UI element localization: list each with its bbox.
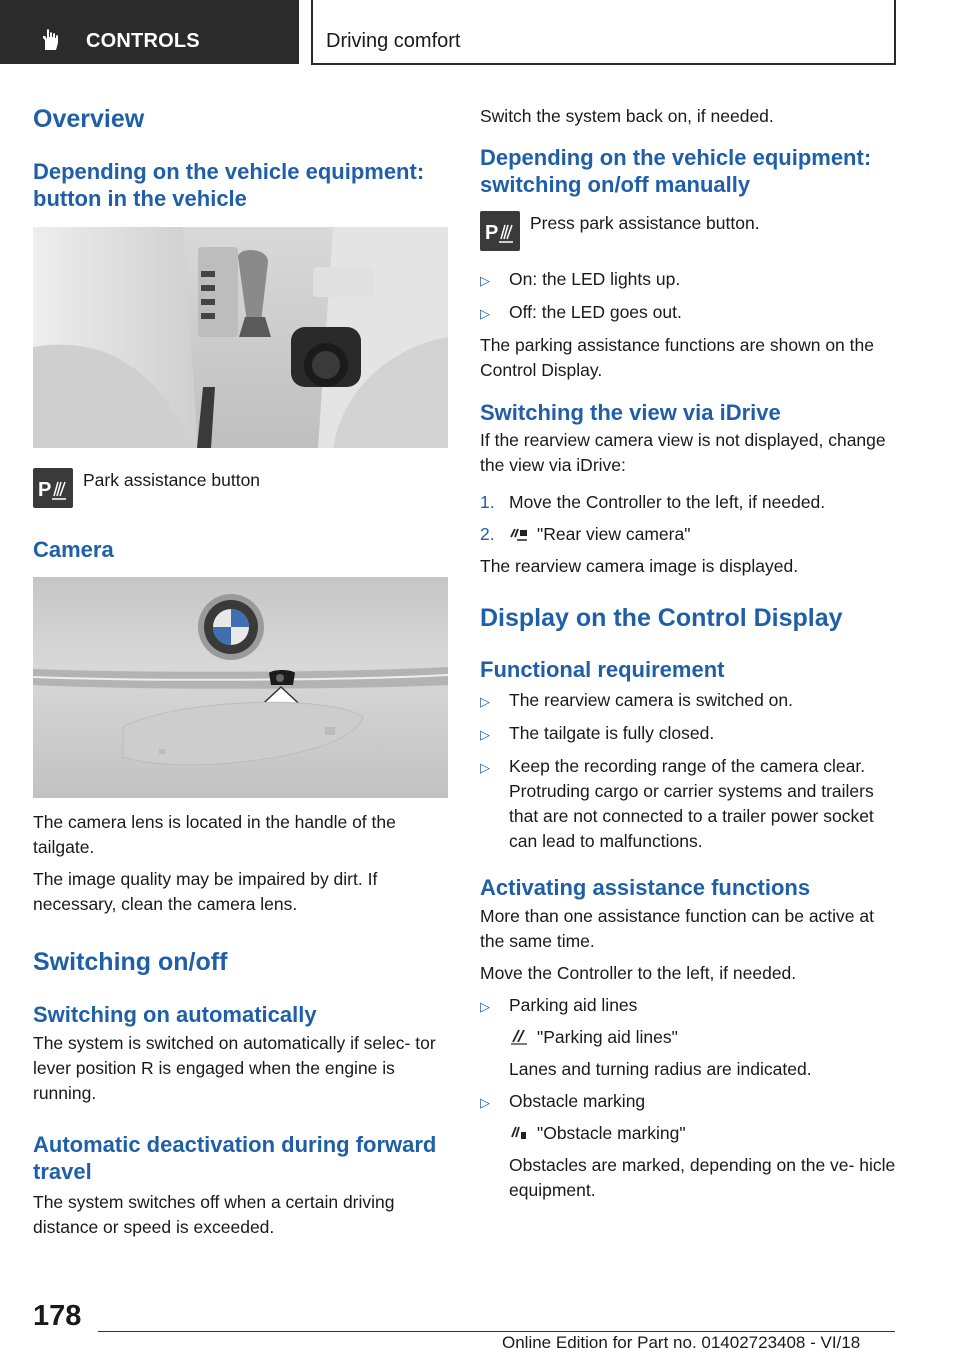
section-tab[interactable] [0,0,299,64]
list-item: ▷ Keep the recording range of the camera clear. Protruding cargo or carrier systems and trailers that are not connected to a trailer power socket can lead to malfunctions. [480,754,900,854]
list-item: ▷ The tailgate is fully closed. [480,721,900,747]
triangle-bullet-icon: ▷ [480,1095,490,1110]
page-header [0,0,960,66]
list-item: ▷ Obstacle marking "Obstacle marking" Obstacles are marked, depending on the ve‐ hicle equipment. [480,1089,900,1203]
left-column [33,100,448,1240]
func-heading: Functional requirement [480,657,725,682]
page-number: 178 [33,1300,82,1332]
console-photo [33,227,448,448]
auto-on-text: The system is switched on automatically if selec‐ tor lever position R is engaged when the engine is running. [33,1033,436,1103]
switch-back-text: Switch the system back on, if needed. [480,106,774,126]
svg-text:P: P [485,222,499,244]
assist-text-1: More than one assistance function can be active at the same time. [480,906,874,951]
chapter-title: Driving comfort [326,30,461,52]
list-item: 2. "Rear view camera" [480,524,691,544]
press-button-row [480,211,900,251]
shown-text: The parking assistance functions are shown on the Control Display. [480,335,874,380]
triangle-bullet-icon: ▷ [480,273,490,288]
assist-text-2: Move the Controller to the left, if needed. [480,963,797,983]
auto-off-text: The system switches off when a certain driving distance or speed is exceeded. [33,1192,395,1237]
list-item: ▷ On: the LED lights up. [480,267,900,293]
park-assist-icon [480,211,520,251]
steps-list [480,490,900,547]
overview-heading: Overview [33,105,145,133]
parking-lines-icon [509,1026,529,1046]
svg-text:P: P [38,479,52,501]
park-assist-icon [33,468,73,508]
hand-pointer-icon [38,28,62,52]
assist-list [480,993,900,1203]
view-text: If the rearview camera view is not displayed, change the view via iDrive: [480,430,886,475]
list-item: ▷ Off: the LED goes out. [480,300,900,326]
triangle-bullet-icon: ▷ [480,760,490,775]
park-button-caption [33,468,448,508]
list-item: ▷ Parking aid lines "Parking aid lines" Lanes and turning radius are indicated. [480,993,900,1082]
manual-heading: Depending on the vehicle equipment: switching on/off manually [480,145,872,197]
camera-heading: Camera [33,537,114,562]
led-list [480,267,900,326]
list-item: 1. Move the Controller to the left, if needed. [480,492,826,512]
triangle-bullet-icon: ▷ [480,727,490,742]
right-column [480,100,900,1203]
park-button-caption-text: Park assistance button [83,470,261,490]
press-button-text: Press park assistance button. [530,213,760,233]
displayed-text: The rearview camera image is displayed. [480,556,799,576]
list-item: ▷ The rearview camera is switched on. [480,688,900,714]
tailgate-photo [33,577,448,798]
switching-heading: Switching on/off [33,948,228,976]
display-heading: Display on the Control Display [480,604,843,632]
auto-off-heading: Automatic deactivation during forward travel [33,1132,437,1184]
edition-text: Online Edition for Part no. 01402723408 - VI/18 [502,1333,861,1352]
triangle-bullet-icon: ▷ [480,694,490,709]
button-heading: Depending on the vehicle equipment: button in the vehicle [33,159,425,211]
triangle-bullet-icon: ▷ [480,999,490,1014]
assist-heading: Activating assistance functions [480,875,811,900]
rear-camera-icon [509,523,529,543]
camera-text-2: The image quality may be impaired by dirt. If necessary, clean the camera lens. [33,869,378,914]
section-label: CONTROLS [86,30,200,52]
func-list [480,688,900,854]
obstacle-marking-icon [509,1122,529,1142]
auto-on-heading: Switching on automatically [33,1002,317,1027]
view-heading: Switching the view via iDrive [480,400,781,425]
camera-text-1: The camera lens is located in the handle of the tailgate. [33,812,396,857]
triangle-bullet-icon: ▷ [480,306,490,321]
